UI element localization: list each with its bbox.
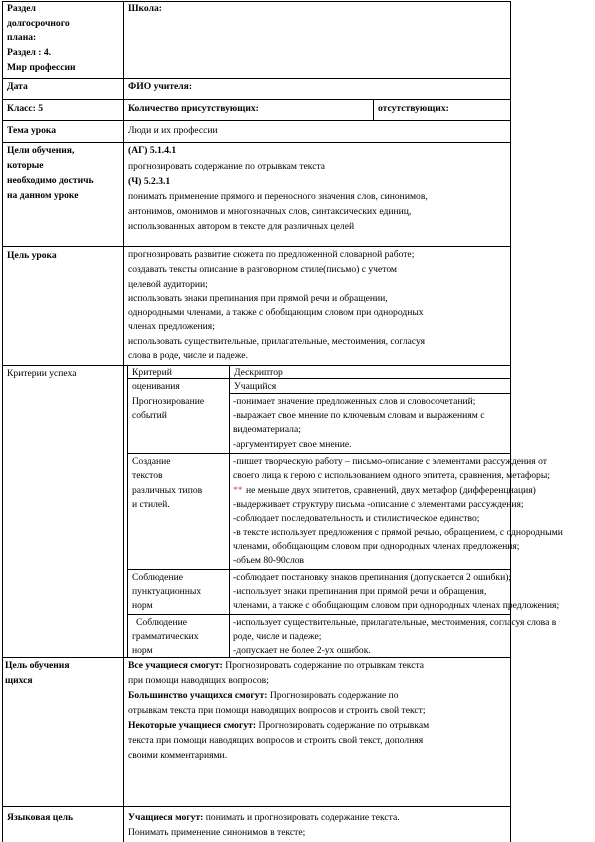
descriptor-line: членами, обобщающим словом при однородных членах предложения; [233, 541, 520, 552]
absent-label: отсутствующих: [378, 103, 449, 114]
descriptor-line: -соблюдает постановку знаков препинания (допускается 2 ошибки); [233, 572, 512, 583]
descriptor-line: своего лица к герою с использованием одного эпитета, сравнения, метафоры; [233, 470, 550, 481]
descriptor-line: членами, а также с обобщающим словом при однородных членах предложения; [233, 600, 560, 611]
descriptor-line: -допускает не более 2-ух ошибок. [233, 645, 371, 656]
objective-text-line: антонимов, омонимов и многозначных слов, синтаксических единиц, [128, 206, 412, 217]
objective-code: (АГ) 5.1.4.1 [128, 145, 177, 156]
section-label-line: Раздел : 4. [7, 47, 52, 58]
lesson-goal-line: членах предложения; [128, 321, 215, 332]
criterion-name-line: пунктуационных [132, 586, 202, 597]
row-divider [2, 142, 511, 143]
criterion-name-line: Соблюдение [132, 572, 183, 583]
descriptor-line: -выдерживает структуру письма -описание с элементами рассуждения; [233, 499, 524, 510]
language-goal-bold: Учащиеся могут: [128, 812, 204, 823]
descriptor-line: -соблюдает последовательность и стилистическое единство; [233, 513, 480, 524]
date-label: Дата [7, 81, 28, 92]
criterion-name-line: норм [132, 645, 153, 656]
topic-value: Люди и их профессии [128, 125, 218, 136]
criterion-name-line: различных типов [132, 485, 203, 496]
objective-text-line: понимать применение прямого и переносного значения слов, синонимов, [128, 191, 428, 202]
inner-column-divider [127, 365, 128, 657]
most-students-line [128, 691, 399, 701]
inner-column-divider [229, 365, 230, 657]
row-divider [2, 99, 511, 100]
section-label-line: долгосрочного [7, 18, 70, 29]
most-students-text: Прогнозировать содержание по [267, 690, 399, 701]
descriptor-line: -объем 80-90слов [233, 555, 305, 566]
all-students-text-cont: при помощи наводящих вопросов; [128, 675, 269, 686]
objective-text-line: использованных автором в тексте для различных целей [128, 221, 355, 232]
school-label: Школа: [128, 3, 162, 14]
all-students-label: Все учащиеся смогут: [128, 660, 223, 671]
differentiation-star-mark: ** [233, 485, 243, 496]
most-students-text-cont: отрывкам текста при помощи наводящих вопросов и строить свой текст; [128, 705, 426, 716]
lesson-goal-line: использовать знаки препинания при прямой речи и обращении, [128, 293, 388, 304]
row-divider [2, 657, 511, 658]
objective-code: (Ч) 5.2.3.1 [128, 176, 171, 187]
section-label-line: плана: [7, 32, 37, 43]
table-border-right [510, 1, 511, 842]
all-students-text: Прогнозировать содержание по отрывкам текста [222, 660, 425, 671]
objectives-label-line: которые [7, 160, 44, 171]
descriptor-line: -аргументирует свое мнение. [233, 439, 352, 450]
criteria-label: Критерии успеха [7, 368, 77, 379]
some-students-line [128, 721, 429, 731]
column-divider [373, 99, 374, 120]
language-goal-text-cont: Понимать применение синонимов в тексте; [128, 827, 306, 838]
table-border-left [2, 1, 3, 842]
topic-label: Тема урока [7, 125, 57, 136]
lesson-goal-line: слова в роде, числе и падеже. [128, 350, 248, 361]
row-divider [2, 78, 511, 79]
descriptor-line: не меньше двух эпитетов, сравнений, двух метафор (дифференциация) [246, 485, 536, 496]
descriptor-line: -в тексте использует предложения с прямой речью, обращением, с однородными [233, 527, 563, 538]
learning-goal-label-line: Цель обучения [5, 660, 70, 671]
objective-text: прогнозировать содержание по отрывкам текста [128, 161, 326, 172]
row-divider [2, 365, 511, 366]
descriptor-line: -использует знаки препинания при прямой речи и обращения, [233, 586, 487, 597]
row-divider [2, 246, 511, 247]
descriptor-header: Дескриптор [234, 367, 283, 378]
section-label-line: Мир профессии [7, 62, 76, 73]
learning-goal-label-line: щихся [5, 675, 33, 686]
descriptor-line: -пишет творческую работу – письмо-описание с элементами рассуждения от [233, 456, 547, 467]
class-label: Класс: 5 [7, 103, 44, 114]
criterion-name-line: Прогнозирование [132, 396, 205, 407]
some-students-label: Некоторые учащиеся смогут: [128, 720, 257, 731]
criterion-name-line: событий [132, 410, 167, 421]
descriptor-line: -использует существительные, прилагательные, местоимения, согласуя слова в [233, 617, 557, 628]
inner-row-divider [229, 393, 510, 394]
criterion-name-line: и стилей. [132, 499, 170, 510]
lesson-goal-line: создавать тексты описание в разговорном стиле(письмо) с учетом [128, 264, 397, 275]
lesson-goal-line: использовать существительные, прилагательные, местоимения, согласуя [128, 336, 426, 347]
present-label: Количество присутствующих: [128, 103, 259, 114]
descriptor-line: -выражает свое мнение по ключевым словам и выражениям с [233, 410, 485, 421]
most-students-label: Большинство учащихся смогут: [128, 690, 268, 701]
row-divider [2, 806, 511, 807]
criterion-name-line: текстов [132, 470, 163, 481]
criterion-header-line: оценивания [132, 381, 180, 392]
lesson-goal-line: прогнозировать развитие сюжета по предложенной словарной работе; [128, 249, 415, 260]
criterion-name-line: грамматических [132, 631, 199, 642]
lesson-goal-line: целевой аудитории; [128, 279, 208, 290]
descriptor-line: роде, числе и падеже; [233, 631, 322, 642]
objectives-label-line: необходимо достичь [7, 175, 94, 186]
table-border-top [2, 1, 511, 2]
all-students-line [128, 661, 424, 671]
some-students-text-cont: текста при помощи наводящих вопросов и строить свой текст, дополняя [128, 735, 424, 746]
inner-row-divider [127, 378, 510, 379]
descriptor-line: -понимает значение предложенных слов и словосочетаний; [233, 396, 476, 407]
some-students-text-cont: своими комментариями. [128, 750, 228, 761]
criterion-header-line: Критерий [132, 367, 172, 378]
inner-row-divider [127, 453, 510, 454]
language-goal-text: понимать и прогнозировать содержание текста. [203, 812, 400, 823]
lesson-goal-label: Цель урока [7, 250, 57, 261]
section-label-line: Раздел [7, 3, 36, 14]
language-goal-label: Языковая цель [7, 812, 74, 823]
criterion-name-line: Соблюдение [136, 617, 187, 628]
some-students-text: Прогнозировать содержание по отрывкам [256, 720, 430, 731]
criterion-name-line: норм [132, 600, 153, 611]
inner-row-divider [127, 614, 510, 615]
criterion-name-line: Создание [132, 456, 171, 467]
objectives-label-line: Цели обучения, [7, 145, 75, 156]
column-divider [123, 1, 124, 842]
language-goal-line [128, 813, 400, 823]
descriptor-subheader: Учащийся [234, 381, 277, 392]
row-divider [2, 120, 511, 121]
lesson-goal-line: однородными членами, а также с обобщающим словом при однородных [128, 307, 424, 318]
inner-row-divider [127, 569, 510, 570]
teacher-label: ФИО учителя: [128, 81, 193, 92]
descriptor-line: видеоматериала; [233, 424, 301, 435]
objectives-label-line: на данном уроке [7, 190, 79, 201]
